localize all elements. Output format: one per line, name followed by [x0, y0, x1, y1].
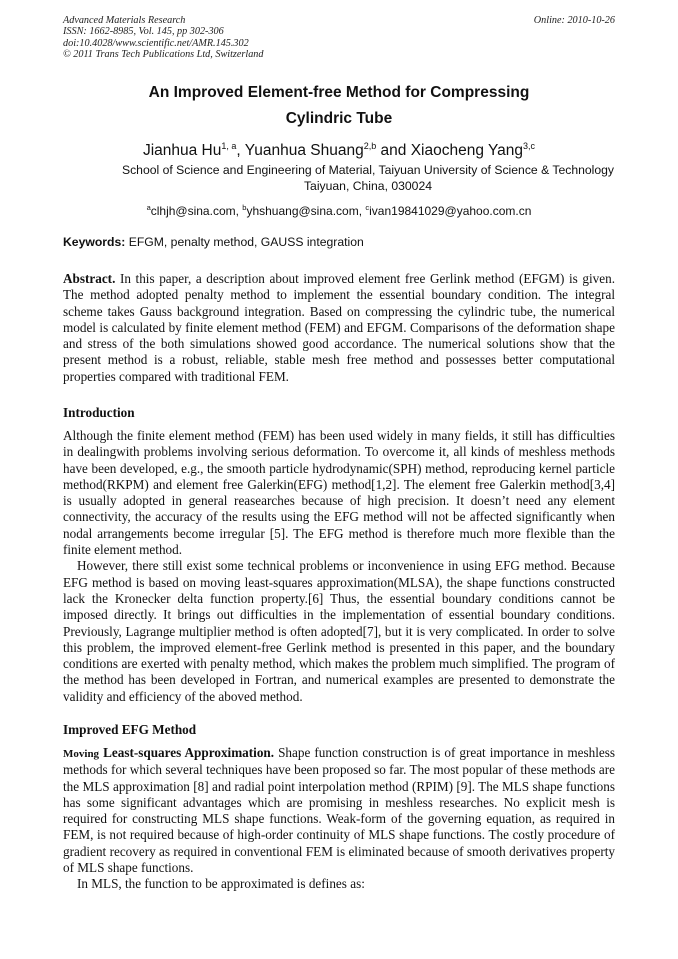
title-line-1: An Improved Element-free Method for Compressing [148, 84, 530, 101]
introduction-body [63, 428, 615, 705]
paper-title [63, 80, 615, 132]
affiliation-line-2: Taiyuan, China, 030024 [303, 178, 433, 193]
abstract [63, 271, 615, 385]
author-list [63, 136, 615, 161]
journal-doi: doi:10.4028/www.scientific.net/AMR.145.302 [63, 37, 249, 49]
keywords [63, 235, 615, 250]
email-b: yhshuang@sina.com, [246, 204, 366, 218]
author-1-affil: 1, a [221, 141, 237, 151]
author-3: Xiaocheng Yang [410, 142, 524, 160]
abstract-label: Abstract. [63, 271, 116, 286]
subsection-lsa: Least-squares Approximation. [99, 745, 275, 760]
efg-paragraph-1 [63, 745, 615, 876]
affiliation-line-1: School of Science and Engineering of Material, Taiyuan University of Science & Technology [121, 163, 615, 177]
online-date: Online: 2010-10-26 [533, 15, 615, 26]
efg-paragraph-2: In MLS, the function to be approximated is defines as: [77, 876, 365, 892]
email-c: ivan19841029@yahoo.com.cn [369, 204, 532, 218]
author-2-affil: 2,b [363, 141, 377, 151]
introduction-paragraph-1: Although the finite element method (FEM) has been used widely in many fields, it still has difficulties in dealingwith problems involving serious deformation. To overcome it, all kinds of meshless methods have been developed, e.g., the smooth particle hydrodynamic(SPH) method, reproducing kernel particle method(RKPM) and element free Galerkin(EFG) method[1,2]. The element free Galerkin method[3,4] is usually adopted in general reasearches because of high precision. It doesn’t need any element connectivity, the accuracy of the results using the EFG method will not be affected significantly when nodal arrangements become irregular [5]. The EFG method is therefore much more flexible than the finite element method. [63, 428, 615, 558]
keywords-label: Keywords: [63, 235, 126, 249]
journal-copyright: © 2011 Trans Tech Publications Ltd, Switzerland [63, 49, 264, 61]
email-a-marker: a [146, 203, 151, 212]
email-a: clhjh@sina.com, [150, 204, 243, 218]
efg-body [63, 745, 615, 893]
abstract-text: In this paper, a description about improved element free Gerlink method (EFGM) is given. The method adopted penalty method to implement the essential boundary condition. The integral scheme takes Gauss background integration. Based on compressing the cylindric tube, the numerical model is calculated by finite element method (FEM) and EFGM. Comparisons of the deformation shape and stress of the both simulations showed good accordance. The numerical solutions show that the present method is a robust, reliable, stable mesh free method and possesses better computational properties compared with traditional FEM. [63, 271, 615, 384]
efg-paragraph-1-text: Shape function construction is of great importance in meshless methods for which several techniques have been proposed so far. The most popular of these methods are the MLS approximation [8] and radial point interpolation method (RPIM) [9]. The MLS shape functions has some significant advantages which are promising in meshless researches. No explicit mesh is required for constructing MLS shape functions. Weak-form of the governing equation, as required in FEM, is not required because of high-order continuity of MLS shape functions. The costly procedure of gradient recovery as required in conventional FEM is eliminated because of smooth derivatives property of MLS shape functions. [63, 745, 615, 876]
author-1: Jianhua Hu [142, 142, 222, 160]
email-b-marker: b [242, 203, 247, 212]
introduction-heading: Introduction [63, 405, 135, 420]
author-separator: and [376, 142, 411, 160]
author-3-affil: 3,c [523, 141, 536, 151]
keywords-text: EFGM, penalty method, GAUSS integration [125, 235, 364, 249]
author-emails [63, 200, 615, 219]
journal-header [63, 15, 615, 61]
efg-heading: Improved EFG Method [63, 722, 197, 737]
author-2: Yuanhua Shuang [244, 142, 364, 160]
introduction-paragraph-2: However, there still exist some technical problems or inconvenience in using EFG method. Because EFG method is based on moving least-squares approximation(MLSA), the shape functions constructed lack the Kronecker delta function property.[6] Thus, the essential boundary conditions cannot be imposed directly. It brings out difficulties in the implementation of essential boundary conditions. Previously, Lagrange multiplier method is often adopted[7], but it is very complicated. In order to solve this problem, the improved element-free Gerlink method is presented in this paper, and the boundary conditions are exerted with penalty method, which makes the problem much simplified. The program of the method has been developed in Fortran, and numerical examples are presented to demonstrate the validity and efficiency of the aboved method. [63, 558, 615, 704]
subsection-moving: Moving [63, 748, 100, 760]
affiliation [63, 163, 673, 194]
title-line-2: Cylindric Tube [285, 110, 393, 127]
author-separator: , [236, 142, 245, 160]
journal-issn: ISSN: 1662-8985, Vol. 145, pp 302-306 [63, 26, 224, 38]
email-c-marker: c [365, 203, 370, 212]
journal-name: Advanced Materials Research [63, 15, 186, 26]
